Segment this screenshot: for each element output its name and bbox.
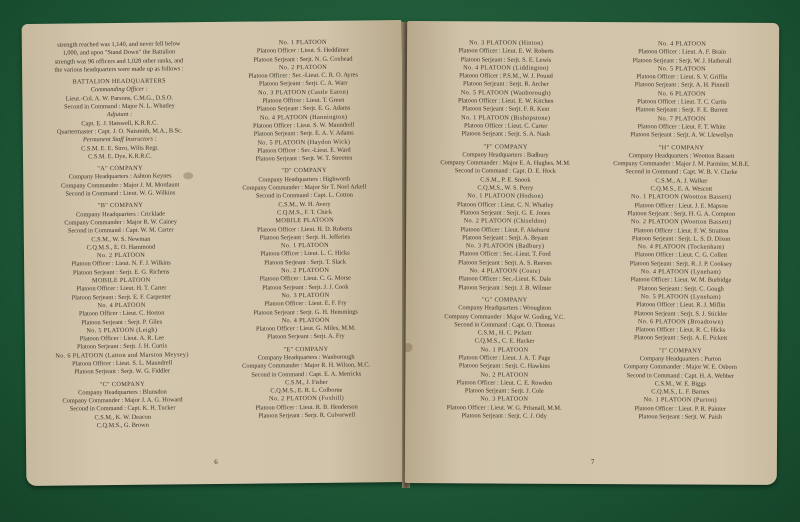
text-line: Platoon Officer : Lieut. R. B. Henderson xyxy=(255,403,358,412)
text-line: C.S.M., K. W. Deacon xyxy=(94,413,151,422)
text-line: Platoon Serjeant : Serjt. T. Slack xyxy=(264,258,347,267)
text-line: Quartermaster : Capt. J. O. Naismith, M.A., B.Sc. xyxy=(56,127,183,136)
text-line: Platoon Serjeant : Serjt. R. Culverwell xyxy=(258,411,356,420)
text-line: Platoon Serjeant : Serjt. E. F. Carpenter xyxy=(71,293,172,302)
text-line: Platoon Officer : Lieut. C. N. Whatley xyxy=(456,200,554,209)
text-line: Platoon Officer : Lieut. C. E. Rowden xyxy=(456,379,553,387)
text-line: Platoon Serjeant : Serjt. J. B. Wilmer xyxy=(458,283,552,292)
page-left xyxy=(22,20,407,486)
text-line: Platoon Serjeant : Serjt. R. J. P. Cooksey xyxy=(629,259,733,268)
text-line: Company Commander : Major J. M. Mordaunt xyxy=(61,181,180,190)
section-heading: No. 3 PLATOON xyxy=(480,395,529,404)
text-line: Company Headquarters : Cricklade xyxy=(76,210,166,219)
section-heading: No. 6 PLATOON (Broadtown) xyxy=(637,318,724,326)
text-line: Platoon Serjeant : Serjt. P. Giles xyxy=(81,318,163,326)
section-heading: No. 7 PLATOON xyxy=(657,115,706,123)
section-heading: No. 1 PLATOON xyxy=(480,346,529,354)
text-line: Platoon Officer : Lieut. A. F. Brain xyxy=(638,48,726,56)
text-line: Company Commander : Major J. M. Parmiter, M.B.E. xyxy=(613,160,750,168)
text-line: C.Q.M.S., E. R. L. Colborne xyxy=(270,386,343,395)
text-line: Company Commander : Major R. W. Cainey xyxy=(64,218,178,227)
text-line: Platoon Serjeant : Serjt. G. E. Jones xyxy=(460,209,551,217)
section-heading: "F" COMPANY xyxy=(483,142,528,151)
text-line: strength reached was 1,140, and never fell below xyxy=(57,40,181,49)
section-heading: No. 5 PLATOON (Wanborough) xyxy=(460,89,551,97)
text-line: Platoon Serjeant : Serjt. A. W. Llewellyn xyxy=(630,131,733,140)
section-heading: "H" COMPANY xyxy=(658,143,705,152)
section-heading: No. 5 PLATOON (Lyneham) xyxy=(640,293,721,301)
text-line: Company Commander : Major Sir T. Noel Arkell xyxy=(242,183,367,192)
text-line: Platoon Officer : P.S.M., W. J. Pound xyxy=(459,72,553,80)
section-heading: No. 4 PLATOON (Coate) xyxy=(469,267,541,275)
text-line: Second in Command : Capt. D. E. Hock xyxy=(454,167,556,176)
text-line: Company Headquarters : Ashton Keynes xyxy=(68,172,172,181)
section-heading: BATTALION HEADQUARTERS xyxy=(72,77,166,86)
text-line: Platoon Serjeant : Serjt. C. Gough xyxy=(637,284,724,293)
text-line: Platoon Serjeant : Serjt. J. J. Cook xyxy=(262,283,349,292)
text-line: Company Commander : Major E. A. Hughes, M.M. xyxy=(440,159,571,168)
text-line: Platoon Officer : Lieut. S. L. Maundrell xyxy=(72,359,173,368)
text-line: Platoon Serjeant : Serjt. C. Hawkins xyxy=(458,362,550,371)
text-line: Platoon Serjeant : Serjt. N. G. Coxhead xyxy=(253,55,353,64)
text-line: Company Commander : Major W. E. Osborn xyxy=(623,363,737,372)
text-line: Platoon Officer : Lieut. J. E. Mapson xyxy=(634,201,728,210)
section-heading: No. 6 PLATOON xyxy=(657,90,706,98)
text-line: Platoon Officer : Lieut. F. T. White xyxy=(637,123,726,131)
text-line: Platoon Serjeant : Serjt. C. A. Warr xyxy=(258,80,348,89)
text-line: Platoon Serjeant : Serjt. W. Paish xyxy=(638,413,722,421)
text-line: Permanent Staff Instructors : xyxy=(82,135,157,144)
section-heading: "G" COMPANY xyxy=(481,296,528,304)
text-line: 1,000, and upon "Stand Down" the Battalion xyxy=(62,48,176,57)
text-line: Platoon Officer : Sec.-Lieut. E. Ward xyxy=(257,146,351,155)
section-heading: No. 1 PLATOON xyxy=(278,38,327,47)
text-line: Second in Command : Capt. O. Thomas xyxy=(454,321,555,329)
left-column-2 xyxy=(218,38,392,421)
text-line: Platoon Officer : Lieut. F. Akehurst xyxy=(460,225,550,234)
text-line: Company Headquarters : Blunsdon xyxy=(78,388,167,397)
text-line: Company Headquarters : Purton xyxy=(639,355,722,363)
text-line: Platoon Serjeant : Serjt. W. G. Fiddler xyxy=(74,367,171,376)
section-heading: No. 3 PLATOON (Badbury) xyxy=(465,242,545,250)
text-line: Platoon Officer : Lieut. C. G. Morse xyxy=(259,274,351,283)
text-line: Platoon Officer : Lieut. T. Green xyxy=(262,96,345,105)
text-line: Platoon Serjeant : Serjt. R. Archer xyxy=(462,80,549,89)
text-line: C.Q.M.S., C. E. Hacker xyxy=(474,337,535,346)
section-heading: "C" COMPANY xyxy=(99,380,145,388)
text-line: Platoon Serjeant : Serjt. G. H. Hemmings xyxy=(253,307,358,317)
text-line: the various headquarters were made up as follows : xyxy=(54,65,184,74)
text-line: Platoon Officer : Sec.-Lieut. T. Ford xyxy=(459,250,551,259)
section-heading: No. 2 PLATOON xyxy=(278,63,328,72)
text-line: Platoon Officer : Lieut. C. Carter xyxy=(463,122,548,130)
paper-stain xyxy=(183,172,193,179)
section-heading: No. 4 PLATOON (Lyneham) xyxy=(640,268,722,276)
text-line: C.S.M., A. J. Walker xyxy=(655,177,708,185)
text-line: Platoon Officer : Lieut. H. D. Roberts xyxy=(257,225,353,234)
section-heading: No. 1 PLATOON (Bishopstone) xyxy=(461,113,551,122)
section-heading: No. 2 PLATOON (Chiseldon) xyxy=(463,217,547,225)
text-line: Platoon Serjeant : Serjt. A. H. Pinnell xyxy=(634,81,730,90)
text-line: C.S.M., W. E. Biggs xyxy=(654,380,706,388)
text-line: Second in Command : Capt. L. Cotton xyxy=(255,191,353,200)
section-heading: No. 4 PLATOON xyxy=(658,40,707,48)
text-line: Company Commander : Major J. A. G. Howard xyxy=(62,396,183,405)
section-heading: No. 3 PLATOON (Hinton) xyxy=(469,39,544,47)
text-line: Platoon Officer : Lieut. R. C. Hicks xyxy=(635,326,726,334)
text-line: Platoon Officer : Lieut. A. R. Lee xyxy=(79,334,165,343)
text-line: Platoon Officer : Lieut. T. C. Curtis xyxy=(637,98,727,106)
text-line: Platoon Serjeant : Serjt. S. J. Stickler xyxy=(634,309,728,318)
text-line: Platoon Officer : Lieut. N. F. J. Wilkins xyxy=(71,259,171,268)
text-line: Platoon Officer : Lieut. J. A. T. Page xyxy=(458,354,551,362)
section-heading: No. 1 PLATOON (Hodson) xyxy=(467,192,544,201)
section-heading: No. 2 PLATOON xyxy=(480,370,529,379)
text-line: Platoon Serjeant : Serjt. H. G. A. Compton xyxy=(627,210,736,218)
text-line: Lieut.-Col. A. W. Parsons, C.M.G., D.S.O. xyxy=(65,94,174,103)
text-line: Platoon Officer : Lieut. P. R. Painter xyxy=(634,404,726,413)
page-right xyxy=(405,21,779,485)
text-line: Platoon Serjeant : Serjt. S. A. Nash xyxy=(461,130,550,139)
text-line: Platoon Serjeant : Serjt. J. Cole xyxy=(464,387,544,395)
text-line: Platoon Serjeant : Serjt. L. S. D. Dixon xyxy=(631,235,731,243)
text-line: Capt. E. J. Hatswell, K.R.R.C. xyxy=(81,119,158,128)
section-heading: No. 2 PLATOON (Foxhill) xyxy=(268,395,345,403)
text-line: Platoon Serjeant : Serjt. E. G. Richens xyxy=(72,268,170,277)
text-line: Platoon Officer : Lieut. E. F. Fry xyxy=(264,299,347,308)
text-line: C.Q.M.S., F. T. Chick xyxy=(277,208,333,217)
text-line: Platoon Serjeant : Serjt. F. E. Burrett xyxy=(635,106,728,115)
text-line: Platoon Serjeant : Serjt. A. Bryant xyxy=(462,234,549,242)
section-heading: No. 4 PLATOON xyxy=(281,316,330,325)
text-line: Platoon Officer : Lieut. S. Heddimer xyxy=(256,46,349,55)
text-line: Second in Command : Capt. K. H. Tucker xyxy=(69,404,176,413)
text-line: Platoon Serjeant : Serjt. C. J. Ody xyxy=(461,412,547,420)
section-heading: No. 4 PLATOON (Tockenham) xyxy=(637,243,725,251)
text-line: Platoon Serjeant : Serjt. W. J. Hatherall xyxy=(632,56,732,65)
text-line: Company Headquarters : Wroughton xyxy=(458,304,552,312)
text-line: C.Q.M.S., E. A. Wescott xyxy=(650,185,713,193)
section-heading: No. 2 PLATOON (Wootton Bassett) xyxy=(630,218,732,226)
text-line: Platoon Serjeant : Serjt. E. G. Adams xyxy=(256,104,351,113)
section-heading: No. 5 PLATOON (Leigh) xyxy=(86,326,158,335)
text-line: Company Commander : Major R. H. Wilson, M.C. xyxy=(242,361,371,370)
left-column-1 xyxy=(34,40,208,431)
text-line: Platoon Officer : Sec.-Lieut. C. R. O. Ayres xyxy=(248,71,358,80)
right-column-2 xyxy=(595,40,767,422)
text-line: C.Q.M.S., E. O. Hammond xyxy=(86,243,156,252)
text-line: Platoon Serjeant : Serjt. W. T. Streeten xyxy=(255,154,353,163)
text-line: Platoon Serjeant : Serjt. A. S. Reeves xyxy=(458,259,552,267)
section-heading: No. 2 PLATOON xyxy=(281,266,330,275)
text-line: Platoon Serjeant : Serjt. E. A. V. Adams xyxy=(253,129,354,138)
section-heading: MOBILE PLATOON xyxy=(275,216,334,225)
text-line: Platoon Serjeant : Serjt. A. Fry xyxy=(267,333,345,341)
text-line: Second in Command : Capt. E. A. Merricks xyxy=(251,370,362,379)
page-number-right: 7 xyxy=(590,457,595,467)
text-line: Platoon Officer : Lieut. S. V. Griffin xyxy=(636,73,728,81)
text-line: Second in Command : Lieut. W. G. Wilkins xyxy=(65,189,176,198)
text-line: C.S.M., P. E. Snook xyxy=(480,176,531,184)
text-line: C.S.M., H. C. Pickett xyxy=(477,329,532,337)
text-line: Platoon Officer : Lieut. W. M. Burbidge xyxy=(630,276,732,285)
text-line: Platoon Officer : Lieut. G. Miles, M.M. xyxy=(255,324,356,333)
section-heading: No. 3 PLATOON (Castle Eaton) xyxy=(258,88,349,97)
text-line: Platoon Officer : Lieut. R. J. Miflin xyxy=(636,301,726,309)
text-line: C.S.M., W. H. Avery xyxy=(278,200,331,208)
paper-stain xyxy=(405,343,413,352)
section-heading: "I" COMPANY xyxy=(658,347,703,355)
text-line: C.Q.M.S., L. F. Barnes xyxy=(651,388,710,396)
open-booklet xyxy=(14,22,784,492)
text-line: strength was 96 officers and 1,028 other ranks, and xyxy=(54,56,184,66)
text-line: C.S.M., W. S. Newman xyxy=(91,235,151,243)
section-heading: No. 4 PLATOON (Hannington) xyxy=(259,113,348,122)
text-line: Platoon Officer : Lieut. E. W. Kitchen xyxy=(457,97,554,105)
section-heading: No. 2 PLATOON xyxy=(96,251,146,260)
text-line: Platoon Serjeant : Serjt. F. R. Kent xyxy=(462,105,550,114)
text-line: Platoon Officer : Lieut. L. C. Hicks xyxy=(260,250,350,258)
section-heading: "B" COMPANY xyxy=(97,202,144,210)
text-line: Adjutant : xyxy=(106,111,133,119)
text-line: Commanding Officer : xyxy=(90,86,148,94)
section-heading: No. 1 PLATOON (Wootton Bassett) xyxy=(631,193,732,202)
section-heading: No. 4 PLATOON xyxy=(97,301,146,310)
section-heading: No. 4 PLATOON (Liddington) xyxy=(463,64,549,72)
section-heading: No. 5 PLATOON xyxy=(657,65,706,73)
section-heading: No. 6 PLATOON (Latton and Marston Meysey) xyxy=(55,350,189,360)
section-heading: No. 5 PLATOON (Haydon Wick) xyxy=(257,138,351,147)
text-line: C.S.M. E. Dye, K.R.R.C. xyxy=(88,152,152,161)
section-heading: No. 3 PLATOON xyxy=(281,291,330,300)
text-line: Platoon Serjeant : Serjt. J. H. Curtis xyxy=(76,342,168,351)
text-line: Company Headquarters : Wootton Bassett xyxy=(628,152,735,160)
text-line: Second in Command : Major N. L. Whatley xyxy=(64,102,175,111)
section-heading: MOBILE PLATOON xyxy=(91,276,151,285)
text-line: Platoon Officer : Lieut. C. G. Collett xyxy=(634,251,728,260)
text-line: Platoon Officer : Lieut. S. W. Maundrell xyxy=(252,121,355,130)
text-line: Platoon Officer : Lieut. H. T. Carter xyxy=(76,284,167,293)
text-line: Platoon Serjeant : Serjt. S. E. Lewis xyxy=(460,55,552,64)
text-line: Platoon Officer : Lieut. F. W. Stratton xyxy=(633,226,729,235)
text-line: Platoon Officer : Sec.-Lieut. K. Dale xyxy=(458,275,552,284)
section-heading: "E" COMPANY xyxy=(283,345,329,353)
section-heading: No. 1 PLATOON xyxy=(280,241,329,250)
section-heading: "D" COMPANY xyxy=(281,167,327,175)
section-heading: No. 1 PLATOON (Purton) xyxy=(643,396,717,405)
text-line: Second in Command : Capt. W. B. V. Clarke xyxy=(625,168,738,177)
text-line: Second in Command : Capt. W. M. Carter xyxy=(67,226,174,235)
text-line: Company Headquarters : Highworth xyxy=(258,175,351,184)
text-line: C.Q.M.S., W. S. Perry xyxy=(477,184,534,192)
text-line: C.S.M., J. Fisher xyxy=(285,378,328,387)
text-line: Platoon Officer : Lieut. W. G. Prismall, M.M. xyxy=(446,404,562,412)
text-line: Platoon Officer : Lieut. C. Horton xyxy=(78,309,165,318)
text-line: Platoon Serjeant : Serjt. A. E. Pickett xyxy=(633,334,728,343)
text-line: C.S.M. E. E. Sirro, Wilts Regt. xyxy=(81,144,159,152)
page-number-left: 6 xyxy=(214,457,218,467)
text-line: Platoon Serjeant : Serjt. H. Jefferies xyxy=(259,233,351,242)
section-heading: "A" COMPANY xyxy=(97,164,143,173)
text-line: Company Headquarters : Badbury xyxy=(462,151,549,159)
text-line: Second in Command : Capt. H. A. Webber xyxy=(626,371,734,380)
text-line: Company Headquarters : Wanborough xyxy=(257,353,355,362)
text-line: C.Q.M.S., G. Brown xyxy=(96,421,149,430)
text-line: Platoon Officer : Lieut. E. W. Roberts xyxy=(458,47,554,56)
text-line: Company Commander : Major W. Goding, V.C. xyxy=(444,312,565,321)
right-column-1 xyxy=(419,39,591,421)
